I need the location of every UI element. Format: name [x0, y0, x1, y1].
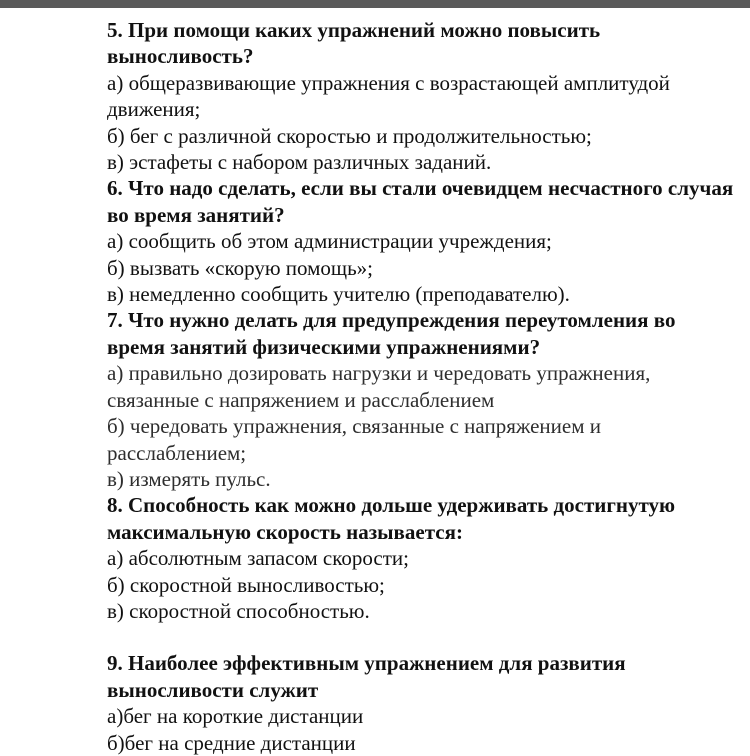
- question-title: 5. При помощи каких упражнений можно повысить выносливость?: [107, 18, 601, 69]
- question-8: [107, 492, 737, 624]
- answer-option: в) скоростной способностью.: [107, 598, 370, 623]
- quiz-document: [107, 17, 737, 756]
- question-title: 6. Что надо сделать, если вы стали очевидцем несчастного случая во время занятий?: [107, 176, 734, 227]
- answer-option: в) эстафеты с набором различных заданий.: [107, 150, 492, 175]
- question-title: 9. Наиболее эффективным упражнением для развития выносливости служит: [107, 651, 626, 702]
- answer-option: а) правильно дозировать нагрузки и чередовать упражнения, связанные с напряжением и расслаблением: [107, 361, 651, 412]
- top-bar: [0, 0, 750, 8]
- spacer: [107, 624, 737, 650]
- answer-option: б) скоростной выносливостью;: [107, 572, 385, 597]
- answer-option: б) бег с различной скоростью и продолжительностью;: [107, 123, 592, 148]
- answer-option: б) чередовать упражнения, связанные с напряжением и расслаблением;: [107, 414, 601, 465]
- question-6: [107, 175, 737, 307]
- answer-option: б) вызвать «скорую помощь»;: [107, 255, 373, 280]
- question-9: [107, 650, 737, 756]
- answer-option: а) сообщить об этом администрации учреждения;: [107, 229, 552, 254]
- question-title: 7. Что нужно делать для предупреждения переутомления во время занятий физическими упражнениями?: [107, 308, 676, 359]
- question-title: 8. Способность как можно дольше удерживать достигнутую максимальную скорость называется:: [107, 493, 676, 544]
- answer-option: а)бег на короткие дистанции: [107, 704, 364, 729]
- answer-option: а) общеразвивающие упражнения с возрастающей амплитудой движения;: [107, 70, 670, 122]
- question-5: [107, 17, 737, 175]
- answer-option: в) немедленно сообщить учителю (преподавателю).: [107, 282, 570, 307]
- answer-option: а) абсолютным запасом скорости;: [107, 546, 409, 571]
- question-7: [107, 307, 737, 492]
- answer-option: в) измерять пульс.: [107, 466, 271, 491]
- answer-option: б)бег на средние дистанции: [107, 730, 356, 755]
